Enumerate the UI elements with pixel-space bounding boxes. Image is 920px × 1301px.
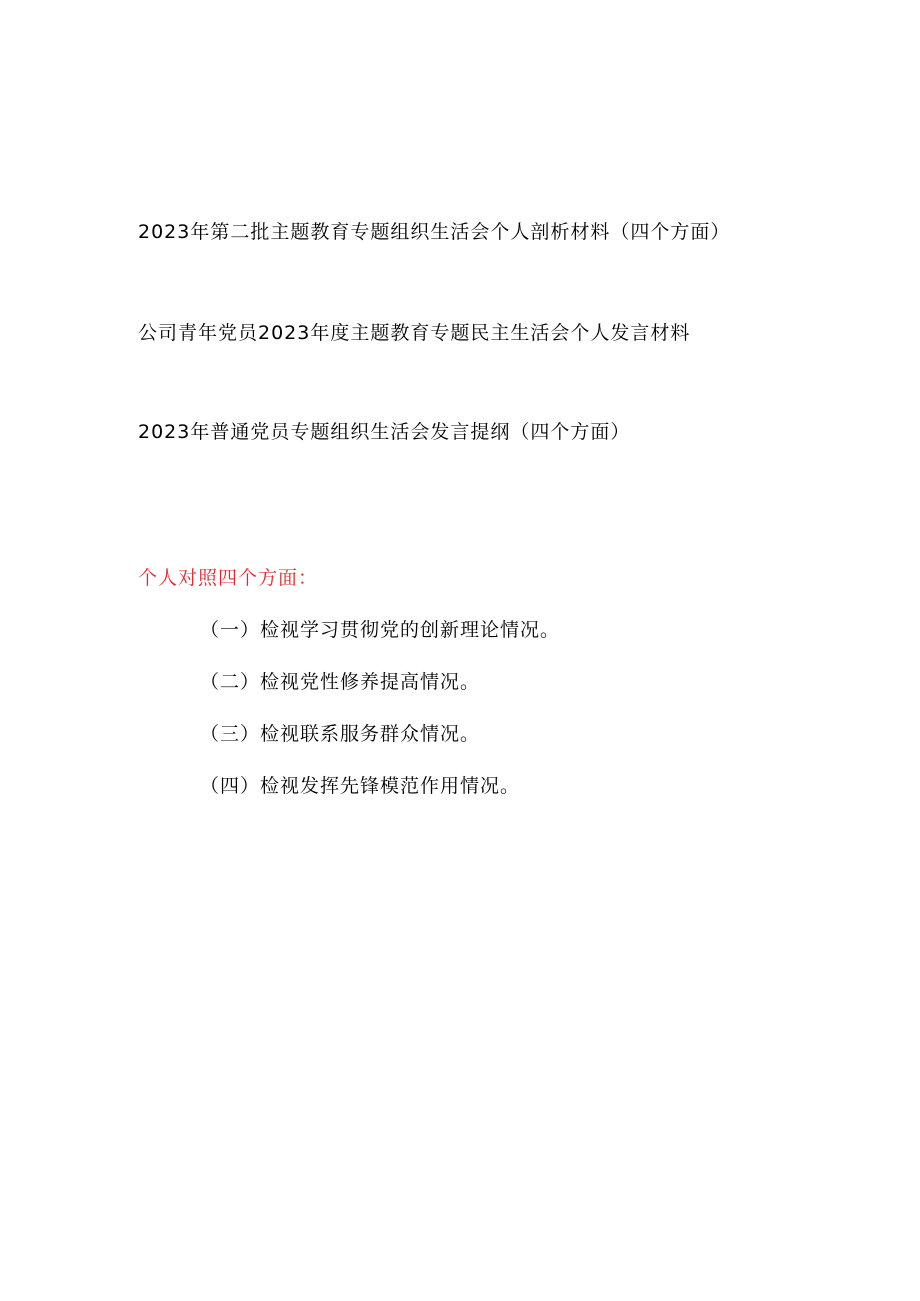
section-heading: 个人对照四个方面：	[138, 567, 319, 589]
aspect-item-4: （四）检视发挥先锋模范作用情况。	[200, 775, 521, 797]
aspect-item-2: （二）检视党性修养提高情况。	[200, 671, 481, 693]
document-title-3: 2023年普通党员专题组织生活会发言提纲（四个方面）	[138, 421, 631, 443]
aspect-item-1: （一）检视学习贯彻党的创新理论情况。	[200, 619, 561, 641]
aspect-item-3: （三）检视联系服务群众情况。	[200, 723, 481, 745]
document-title-1: 2023年第二批主题教育专题组织生活会个人剖析材料（四个方面）	[138, 221, 731, 243]
document-title-2: 公司青年党员2023年度主题教育专题民主生活会个人发言材料	[138, 322, 691, 344]
